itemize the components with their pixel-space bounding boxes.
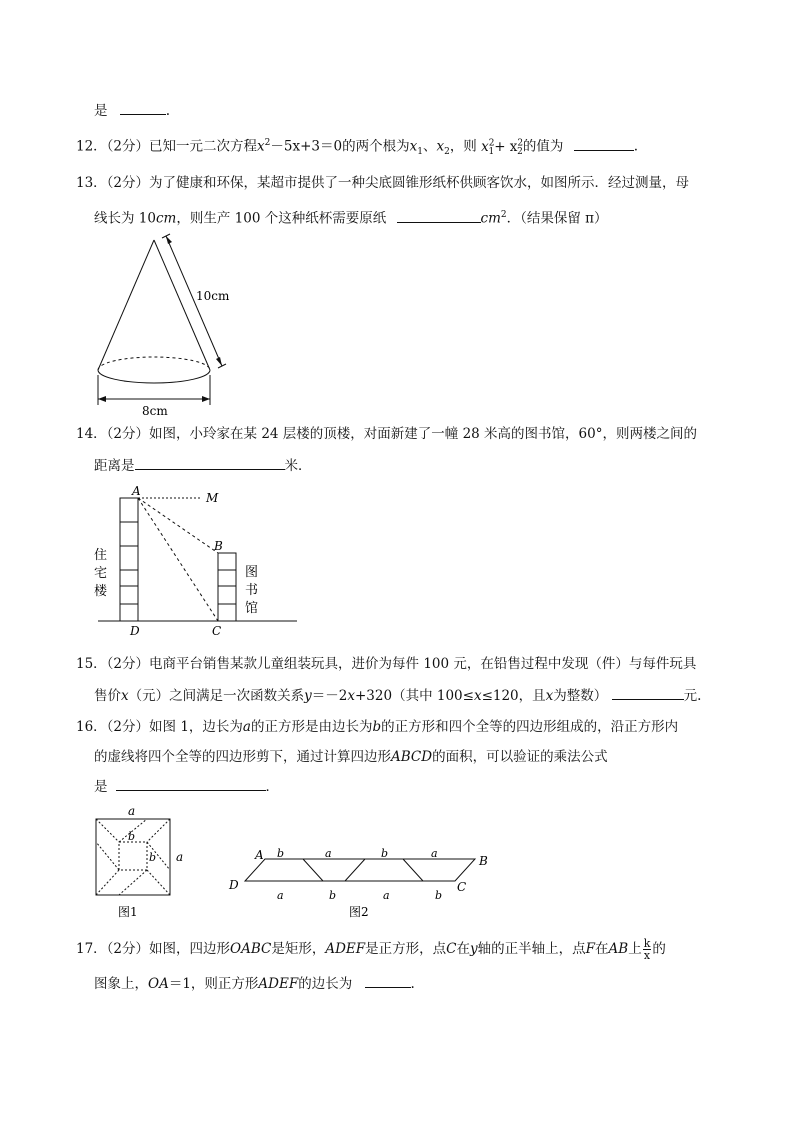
sightline-AB [138,498,218,553]
question-16-line3: 是 ． [94,779,279,795]
question-17-line1: 17．（2分）如图，四边形OABC是矩形，ADEF是正方形，点C在y轴的正半轴上，点F在AB上 $\frac{k}{x}$ 的 [76,937,666,962]
svg-text:b: b [277,847,285,860]
svg-text:B: B [479,854,488,868]
answer-blank[interactable] [612,687,684,700]
inner-square [119,842,147,870]
label-D: D [130,624,140,638]
parallelogram-ABCD [245,859,475,881]
question-15-line1: 15．（2分）电商平台销售某款儿童组装玩具，进价为每件 100 元，在铅售过程中发现（件）与每件玩具 [76,656,697,672]
base-label: 8cm [142,404,168,415]
sightline-AC [138,498,218,621]
label-M: M [206,491,219,505]
svg-text:D: D [229,878,239,892]
figure-2-parallelogram [225,843,500,923]
svg-text:楼: 楼 [94,584,108,599]
label-B: B [214,539,223,553]
answer-blank[interactable] [116,778,266,791]
question-14-line2: 距离是 米． [94,458,312,474]
answer-blank[interactable] [397,210,481,223]
svg-text:图: 图 [245,565,259,580]
question-14-line1: 14．（2分）如图，小玲家在某 24 层楼的顶楼，对面新建了一幢 28 米高的图书馆，60°，则两楼之间的 [76,426,697,442]
svg-text:b: b [435,889,443,902]
slant-label: 10cm [196,289,230,303]
question-12: 12．（2分）已知一元二次方程$x^2-5x+3=0$的两个根为$x_1$、$x_2$，则 $x^2_1+ x^2_2$的值为 . [76,138,638,158]
cone-right-edge [154,240,210,370]
svg-text:b: b [381,847,389,860]
svg-text:住: 住 [94,548,108,563]
figure-1-caption: 图1 [118,905,138,919]
svg-text:a: a [325,847,332,860]
svg-text:C: C [457,880,467,894]
figure-2-caption: 图2 [349,905,369,919]
residential-building [120,498,138,621]
svg-text:a: a [128,804,136,818]
question-13-line2: 线长为 10cm，则生产 100 个这种纸杯需要原纸 $cm^2$．（结果保留 π） [94,210,608,227]
answer-blank[interactable] [574,138,634,151]
svg-text:书: 书 [245,583,259,598]
answer-blank[interactable] [120,102,166,115]
svg-text:馆: 馆 [245,601,259,616]
question-15-line2: 售价x（元）之间满足一次函数关系y＝－2x+320（其中 100≤x≤120，且x为整数） 元. [94,688,702,704]
answer-blank[interactable] [135,457,285,470]
cone-base-front [98,370,210,383]
question-16-line1: 16．（2分）如图 1，边长为a的正方形是由边长为b的正方形和四个全等的四边形组成的，沿正方形内 [76,719,679,735]
svg-text:b: b [149,851,157,864]
question-17-line2: 图象上，OA＝1，则正方形ADEF的边长为 . [94,976,415,992]
cone-base-back [98,357,210,370]
label-C: C [212,624,222,638]
fraction-k-over-x: $\frac{k}{x}$ [643,937,651,962]
svg-text:b: b [329,889,337,902]
svg-text:b: b [128,830,136,843]
answer-blank[interactable] [365,975,411,988]
cone-figure [90,230,240,415]
cone-left-edge [98,240,154,370]
svg-text:a: a [176,850,184,864]
label-A: A [132,484,141,498]
svg-text:a: a [431,847,438,860]
q11-tail-line: 是 . [94,103,171,119]
buildings-figure [92,480,312,640]
sum-of-squares-expression: $x^2_1+ x^2_2$ [481,138,524,158]
question-13-line1: 13．（2分）为了健康和环保，某超市提供了一种尖底圆锥形纸杯供顾客饮水，如图所示．经过测量，母 [76,175,690,191]
figure-1-square [90,803,200,923]
question-16-line2: 的虚线将四个全等的四边形剪下，通过计算四边形ABCD的面积，可以验证的乘法公式 [94,749,608,765]
svg-text:宅: 宅 [94,566,108,581]
svg-text:a: a [277,889,284,902]
svg-text:a: a [383,889,390,902]
svg-text:A: A [255,848,264,862]
library-building [218,553,236,621]
